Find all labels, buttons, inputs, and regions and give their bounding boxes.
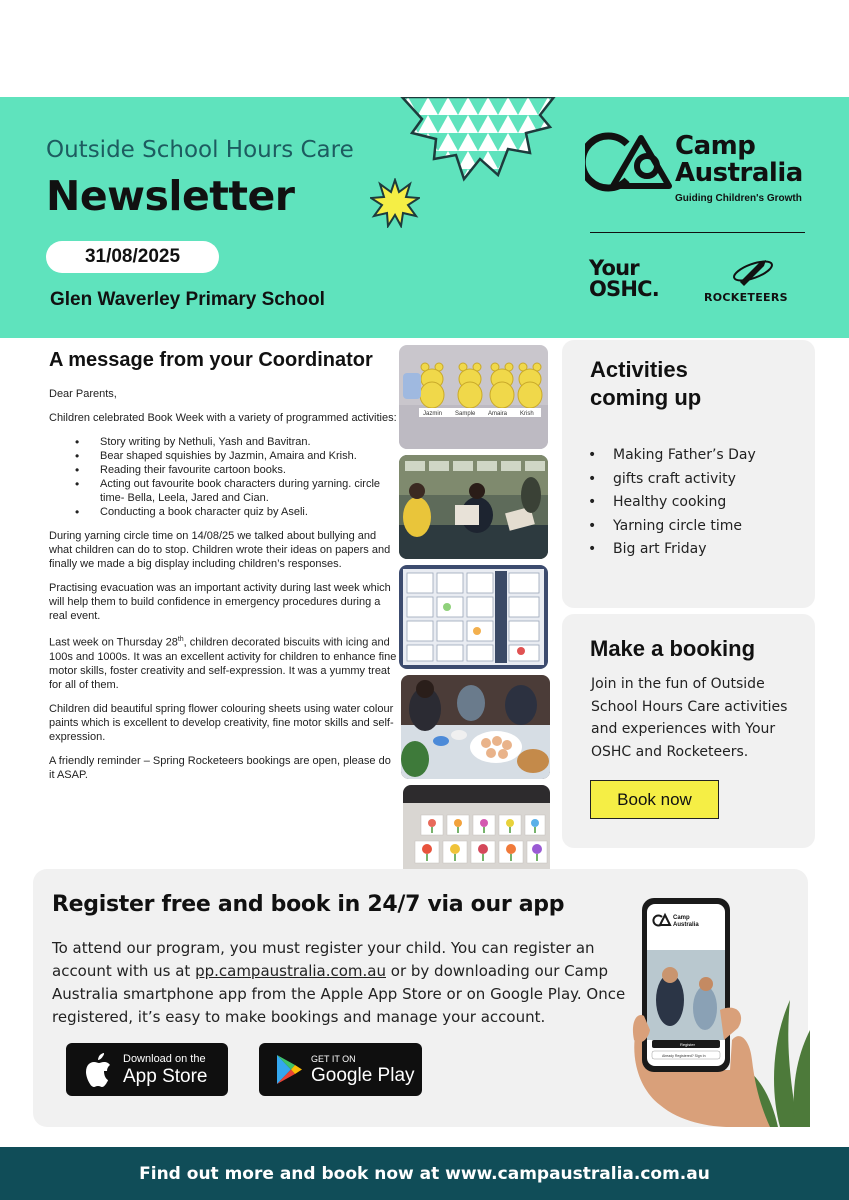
google-play-button[interactable] <box>259 1043 422 1096</box>
footer-banner <box>0 1147 849 1200</box>
message-body <box>49 387 399 792</box>
google-play-small-label: GET IT ON <box>311 1054 356 1064</box>
book-now-button[interactable]: Book now <box>590 780 719 819</box>
biscuits-paragraph <box>49 633 399 692</box>
register-text-end: or by downloading our Camp Australia smartphone app from the Apple App Store or on Google Play. Once registered, it’s easy to make bookings and manage your account. <box>52 962 626 1026</box>
register-link[interactable]: pp.campaustralia.com.au <box>195 962 386 980</box>
your-oshc-logo <box>589 258 659 300</box>
phone-in-hand-illustration <box>620 890 810 1127</box>
phone-signin-link: Already Registered? Sign In <box>662 1054 706 1058</box>
list-item: • Healthy cooking <box>588 491 756 515</box>
list-item-continuation: • gifts craft activity <box>588 468 756 492</box>
google-play-label: Google Play <box>311 1065 415 1086</box>
biscuit-decorating-photo <box>401 675 550 779</box>
divider <box>590 232 805 233</box>
biscuits-text-end: , children decorated biscuits with icing and 100s and 1000s. It was an excellent activity for children to enhance fine motor skills, foster creativity and self-expression. It was a yummy treat for all of them. <box>49 636 397 691</box>
apple-icon <box>83 1052 113 1088</box>
bullying-display-photo <box>399 565 548 669</box>
list-item: • Conducting a book character quiz by Aseli. <box>49 505 399 519</box>
your-oshc-line2: OSHC. <box>589 277 659 301</box>
camp-logo-text: Camp <box>675 131 756 161</box>
reminder-paragraph: A friendly reminder – Spring Rocketeers bookings are open, please do it ASAP. <box>49 754 391 781</box>
activity-bullet-list <box>49 435 399 519</box>
bear-name-label: Jazmin <box>423 411 443 417</box>
intro-paragraph: Children celebrated Book Week with a variety of programmed activities: <box>49 412 397 424</box>
phone-brand-line2: Australia <box>673 922 699 928</box>
booking-title: Make a booking <box>590 636 756 661</box>
list-item: • Big art Friday <box>588 538 756 562</box>
date-badge: 31/08/2025 <box>46 241 219 273</box>
phone-register-button: Register <box>680 1042 695 1047</box>
greeting: Dear Parents, <box>49 388 117 400</box>
yarning-paragraph: During yarning circle time on 14/08/25 we talked about bullying and what children can do to stop. Children wrote their ideas on papers and finally we made a big display including children’s responses. <box>49 530 391 570</box>
school-name: Glen Waverley Primary School <box>50 289 325 310</box>
list-item: • Yarning circle time <box>588 515 756 539</box>
spring-paragraph: Children did beautiful spring flower colouring sheets using water colour paints which is excellent to develop creativity, fine motor skills and self-expression. <box>49 702 394 743</box>
activities-title-line1: Activities <box>590 357 688 382</box>
evacuation-paragraph: Practising evacuation was an important activity during last week which will help them to build confidence in emergency procedures during a real event. <box>49 582 391 622</box>
bear-name-label: Sample <box>455 411 476 417</box>
booking-description: Join in the fun of Outside School Hours Care activities and experiences with Your OSHC and Rocketeers. <box>591 676 788 760</box>
message-title: A message from your Coordinator <box>49 349 373 371</box>
register-title: Register free and book in 24/7 via our app <box>52 892 565 917</box>
rocket-icon <box>730 256 776 286</box>
logo-tagline: Guiding Children's Growth <box>675 193 802 204</box>
list-item: • Story writing by Nethuli, Yash and Bavitran. <box>49 435 399 449</box>
rocketeers-logo: ROCKETEERS <box>704 291 788 304</box>
biscuits-text-start: Last week on Thursday 28 <box>49 636 178 649</box>
list-item: • Bear shaped squishies by Jazmin, Amaira and Krish. <box>49 449 399 463</box>
phone-brand-line1: Camp <box>673 915 690 921</box>
app-store-label: App Store <box>123 1066 208 1087</box>
register-text <box>52 937 627 1029</box>
app-store-button[interactable] <box>66 1043 228 1096</box>
bear-name-label: Amaira <box>488 411 508 417</box>
children-reading-photo <box>399 455 548 559</box>
bear-squishies-photo <box>399 345 548 449</box>
page-title: Newsletter <box>46 172 295 220</box>
google-play-icon <box>275 1054 303 1085</box>
bear-name-label: Krish <box>520 411 534 417</box>
app-store-small-label: Download on the <box>123 1053 206 1065</box>
triangle-star-decoration <box>398 97 558 183</box>
list-item: • Making Father’s Day <box>588 444 756 468</box>
list-item: • Acting out favourite book characters during yarning. circle time- Bella, Leela, Jared and Cian. <box>49 477 399 505</box>
australia-logo-text: Australia <box>675 158 803 188</box>
list-item: • Reading their favourite cartoon books. <box>49 463 399 477</box>
activities-title <box>590 356 701 412</box>
your-oshc-line1: Your <box>589 256 639 280</box>
sunburst-decoration <box>370 178 420 228</box>
activities-list <box>588 444 756 562</box>
register-text-start: To attend our program, you must register your child. You can register an account with us at <box>52 939 595 980</box>
footer-text[interactable]: Find out more and book now at www.campaustralia.com.au <box>139 1163 710 1184</box>
header-subtitle: Outside School Hours Care <box>46 137 354 163</box>
ordinal-suffix: th <box>177 636 184 643</box>
activities-title-line2: coming up <box>590 385 702 410</box>
